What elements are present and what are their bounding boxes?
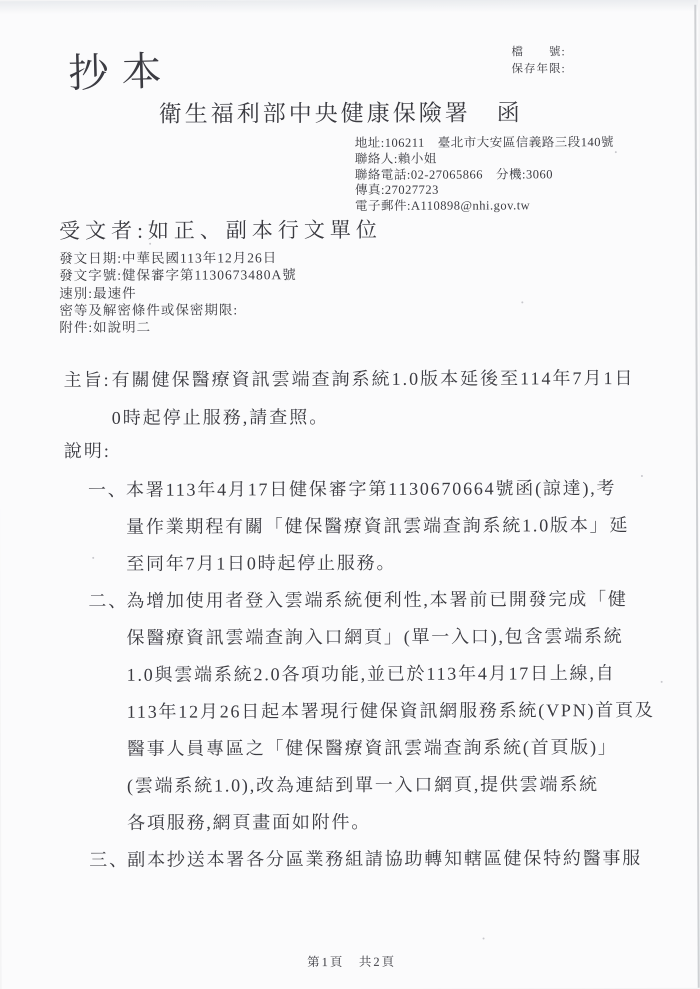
- subject-block: [64, 359, 664, 437]
- explanation-item-2: [88, 581, 664, 842]
- contact-email: 電子郵件:A110898@nhi.gov.tw: [354, 198, 531, 214]
- item-2-marker: 二、: [88, 590, 129, 611]
- priority-line: 速別:最速件: [59, 285, 137, 301]
- contact-address: 地址:106211 臺北市大安區信義路三段140號: [354, 135, 615, 150]
- explanation-item-3: [89, 840, 664, 879]
- contact-person: 聯絡人:賴小姐: [354, 151, 437, 166]
- item-1-text-line: 本署113年4月17日健保審字第1130670664號函(諒達),考: [125, 478, 617, 500]
- item-3-text-line: 副本抄送本署各分區業務組請協助轉知轄區健保特約醫事服: [127, 847, 643, 870]
- attachment-line: 附件:如說明二: [59, 319, 152, 336]
- scan-speckle: [483, 938, 485, 940]
- item-2-text-line: 各項服務,網頁畫面如附件。: [127, 811, 372, 833]
- item-2-text-line: 為增加使用者登入雲端系統便利性,本署前已開發完成「健: [126, 589, 628, 611]
- retention-period-label: 保存年限:: [511, 63, 566, 76]
- subject-label: 主旨:: [63, 369, 111, 390]
- contact-phone: 聯絡電話:02-27065866 分機:3060: [354, 166, 554, 182]
- filing-block: [511, 44, 565, 78]
- copy-stamp: 抄本: [68, 48, 176, 97]
- item-2-text-line: 113年12月26日起本署現行健保資訊網服務系統(VPN)首頁及: [126, 699, 655, 722]
- recipient-line: 受文者:如正、副本行文單位: [59, 217, 382, 244]
- item-2-text-line: 醫事人員專區之「健保醫療資訊雲端查詢系統(首頁版)」: [126, 737, 618, 759]
- scan-artifact-edge-line: [694, 5, 699, 988]
- item-2-text-line: 保醫療資訊雲端查詢入口網頁」(單一入口),包含雲端系統: [126, 626, 624, 648]
- item-2-text-line: 1.0與雲端系統2.0各項功能,並已於113年4月17日上線,自: [126, 663, 616, 685]
- contact-block: [355, 135, 615, 215]
- explanation-items: [88, 470, 664, 879]
- contact-fax: 傳真:27027723: [354, 183, 439, 198]
- scan-artifact-topband: [0, 0, 698, 14]
- page-footer: 第1頁 共2頁: [307, 954, 397, 970]
- agency-title: 衛生福利部中央健康保險署 函: [158, 100, 523, 127]
- scan-speckle: [521, 301, 523, 303]
- scan-speckle: [615, 151, 617, 153]
- subject-text-line: 0時起停止服務,請查照。: [111, 407, 330, 428]
- item-1-text-line: 量作業期程有關「健保醫療資訊雲端查詢系統1.0版本」延: [126, 515, 630, 537]
- item-2-text-line: (雲端系統1.0),改為連結到單一入口網頁,提供雲端系統: [126, 774, 599, 796]
- subject-text-line: 有關健保醫療資訊雲端查詢系統1.0版本延後至114年7月1日: [111, 368, 635, 390]
- item-1-marker: 一、: [87, 479, 128, 500]
- explanation-label: 說明:: [63, 440, 111, 461]
- meta-block: [59, 249, 297, 336]
- security-line: 密等及解密條件或保密期限:: [59, 302, 239, 318]
- issue-date-line: 發文日期:中華民國113年12月26日: [59, 250, 278, 267]
- doc-number-line: 發文字號:健保審字第1130673480A號: [59, 267, 297, 284]
- explanation-item-1: [88, 470, 663, 583]
- file-number-label: 檔 號:: [511, 46, 566, 59]
- item-1-text-line: 至同年7月1日0時起停止服務。: [126, 552, 397, 574]
- item-3-marker: 三、: [89, 849, 129, 870]
